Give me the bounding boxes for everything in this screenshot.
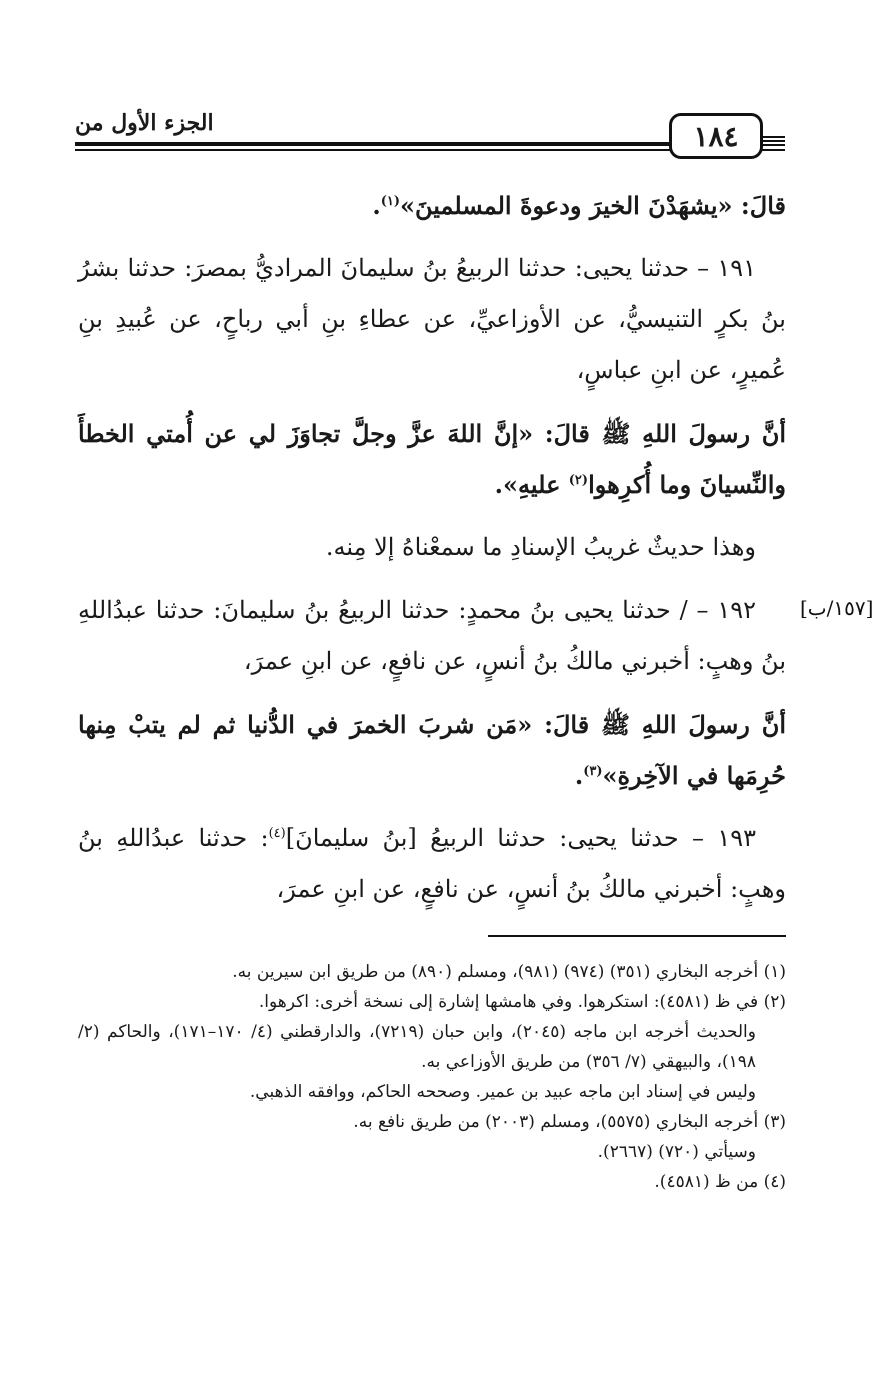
hadith-191-comment: وهذا حديثٌ غريبُ الإسنادِ ما سمعْناهُ إلا مِنه. bbox=[325, 533, 756, 561]
footnote-1: (١) أخرجه البخاري (٣٥١) (٩٧٤) (٩٨١)، ومسلم (٨٩٠) من طريق ابن سيرين به. bbox=[232, 962, 786, 982]
hadith-192-isnad: ١٩٢ – / حدثنا يحيى بنُ محمدٍ: حدثنا الربيعُ بنُ سليمانَ: حدثنا عبدُاللهِ بنُ وهبٍ: أخبرني مالكُ بنُ أنسٍ، عن نافعٍ، عن ابنِ عمرَ، bbox=[78, 596, 786, 675]
footnote-ref-1: (١) bbox=[380, 194, 400, 209]
hadith-191-matn-end: عليهِ». bbox=[494, 470, 569, 499]
hadith-193-isnad bbox=[78, 813, 786, 915]
hadith-192-matn bbox=[78, 699, 786, 801]
footnote-4: (٤) من ظ (٤٥٨١). bbox=[654, 1172, 786, 1192]
footnote-ref-3: (٣) bbox=[583, 764, 603, 779]
footnote-separator bbox=[488, 935, 786, 937]
hadith-193-isnad-end: : حدثنا عبدُاللهِ بنُ وهبٍ: أخبرني مالكُ بنُ أنسٍ، عن نافعٍ، عن ابنِ عمرَ، bbox=[78, 824, 786, 903]
paragraph-1 bbox=[78, 180, 786, 231]
running-title: الجزء الأول من bbox=[75, 110, 214, 136]
footnote-2-continuation: وليس في إسناد ابن ماجه عبيد بن عمير. وصححه الحاكم، ووافقه الذهبي. bbox=[249, 1082, 756, 1102]
page-number: ١٨٤ bbox=[669, 113, 763, 159]
footnote-3-continuation: وسيأتي (٧٢٠) (٢٦٦٧). bbox=[597, 1142, 756, 1162]
page-header bbox=[75, 108, 785, 156]
manuscript-folio-ref: [١٥٧/ب] bbox=[800, 596, 874, 620]
hadith-191-isnad: ١٩١ – حدثنا يحيى: حدثنا الربيعُ بنُ سليمانَ المراديُّ بمصرَ: حدثنا بشرُ بنُ بكرٍ التنيسيُّ، عن الأوزاعيِّ، عن عطاءِ بنِ أبي رباحٍ، عن عُبيدِ بنِ عُميرٍ، عن ابنِ عباسٍ، bbox=[78, 254, 786, 384]
footnotes bbox=[78, 957, 786, 1197]
footnote-2: (٢) في ظ (٤٥٨١): استكرهوا. وفي هامشها إشارة إلى نسخة أخرى: اكرهوا. bbox=[258, 992, 786, 1012]
footnote-ref-4: (٤) bbox=[268, 826, 286, 841]
main-text bbox=[78, 180, 786, 915]
paragraph-1-end: . bbox=[372, 191, 381, 220]
hadith-192-matn-text: أنَّ رسولَ اللهِ ﷺ قالَ: «مَن شربَ الخمرَ في الدُّنيا ثم لم يتبْ مِنها حُرِمَها في الآخِرةِ» bbox=[78, 710, 786, 790]
hadith-191-matn bbox=[78, 408, 786, 510]
footnote-2-continuation: والحديث أخرجه ابن ماجه (٢٠٤٥)، وابن حبان (٧٢١٩)، والدارقطني (٤/ ١٧٠–١٧١)، والحاكم (٢/ ١٩٨)، والبيهقي (٧/ ٣٥٦) من طريق الأوزاعي به. bbox=[78, 1022, 756, 1072]
footnote-3: (٣) أخرجه البخاري (٥٥٧٥)، ومسلم (٢٠٠٣) من طريق نافع به. bbox=[353, 1112, 786, 1132]
footnote-ref-2: (٢) bbox=[568, 473, 589, 488]
paragraph-1-text: قالَ: «يشهَدْنَ الخيرَ ودعوةَ المسلمينَ» bbox=[399, 191, 786, 220]
hadith-193-isnad-start: ١٩٣ – حدثنا يحيى: حدثنا الربيعُ [بنُ سليمانَ] bbox=[285, 824, 757, 852]
hadith-191-matn-text: أنَّ رسولَ اللهِ ﷺ قالَ: «إنَّ اللهَ عزَّ وجلَّ تجاوَزَ لي عن أُمتي الخطأَ والنِّسيانَ وما أُكرِهوا bbox=[78, 419, 786, 499]
hadith-192-matn-end: . bbox=[574, 761, 584, 790]
